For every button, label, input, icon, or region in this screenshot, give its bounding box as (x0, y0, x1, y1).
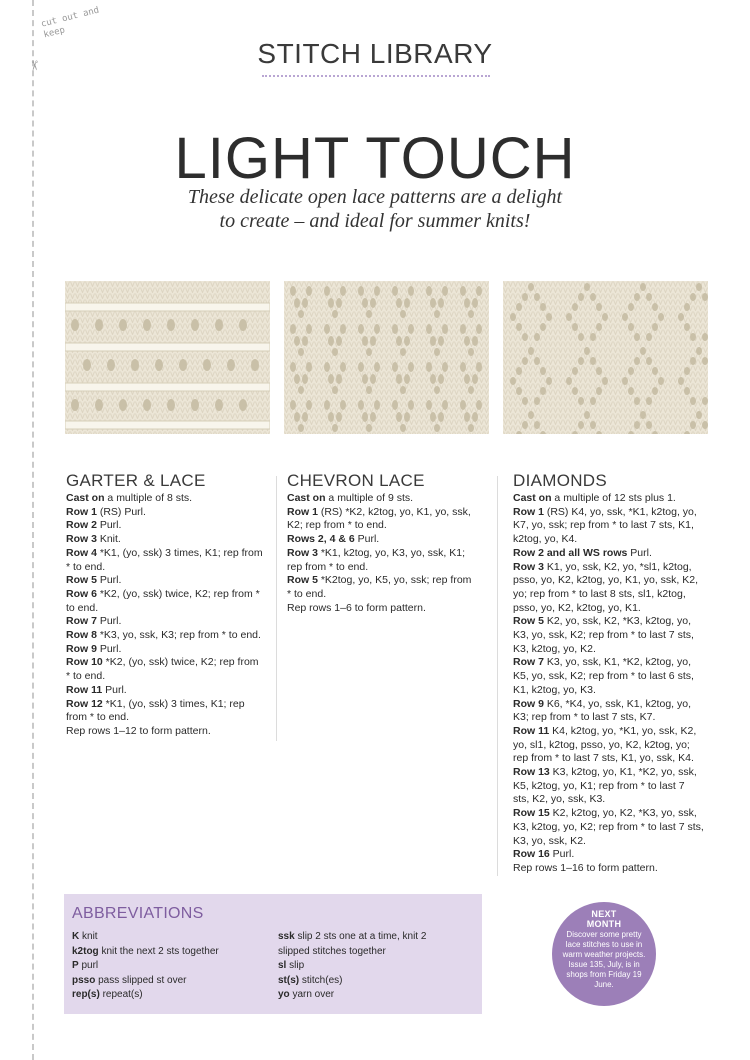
instruction-text: Purl. (627, 546, 652, 559)
instruction-text: from * to end. (66, 711, 130, 724)
instruction-label: Row 9 (66, 642, 97, 655)
instruction-label: Row 3 (513, 560, 544, 573)
instruction-line (72, 988, 272, 1003)
instruction-text: K2, yo, ssk, K2, *K3, k2tog, yo, (543, 615, 691, 628)
instruction-line (513, 670, 713, 684)
page-title: LIGHT TOUCH (174, 126, 576, 191)
instruction-text: Knit. (96, 533, 121, 546)
instruction-label: Row 6 (66, 587, 97, 600)
instruction-label: Row 16 (513, 848, 550, 861)
instruction-text: a multiple of 8 sts. (104, 492, 193, 504)
instruction-line (66, 698, 276, 712)
instruction-label: Row 9 (513, 697, 544, 710)
instruction-text: slip (286, 960, 305, 971)
instruction-line (513, 821, 713, 835)
instruction-text: repeat(s) (99, 989, 143, 1000)
instruction-text: Rep rows 1–12 to form pattern. (66, 724, 211, 737)
instruction-line (66, 574, 276, 588)
instruction-text: k2tog, yo, K4. (513, 533, 578, 546)
instruction-label: Row 15 (513, 807, 550, 820)
instruction-text: slipped stitches together (278, 945, 386, 957)
abbreviations-left-list (72, 930, 272, 1003)
instruction-label: Row 3 (287, 546, 318, 559)
instruction-text: * to end. (66, 560, 106, 573)
instruction-text: Purl. (96, 642, 122, 655)
subtitle-line-2: to create – and ideal for summer knits! (219, 210, 531, 232)
instruction-text: knit (79, 931, 98, 942)
instruction-label: Row 12 (66, 697, 103, 710)
section-title: STITCH LIBRARY (257, 38, 493, 69)
instruction-line (66, 519, 276, 533)
instruction-line (513, 862, 713, 876)
instruction-line (513, 615, 713, 629)
instruction-text: K3, k2tog, yo, K1, *K2, yo, ssk, (549, 766, 697, 779)
instruction-label: P (72, 960, 79, 971)
instruction-text: K3, yo, ssk, K2. (513, 834, 586, 847)
instruction-text: Purl. (96, 519, 122, 532)
next-month-title (552, 910, 656, 929)
column-divider (497, 476, 498, 876)
instruction-line (287, 588, 493, 602)
instruction-text: K5, yo, ssk, K2; rep from * to last 6 sts, (513, 670, 694, 683)
instruction-line (72, 959, 272, 974)
instruction-line (66, 711, 276, 725)
instruction-line (72, 945, 272, 960)
abbreviations-title: ABBREVIATIONS (72, 905, 204, 922)
pattern-column-diamonds (513, 472, 713, 876)
instruction-line (66, 725, 276, 739)
instruction-line (513, 533, 713, 547)
instruction-label: ssk (278, 931, 295, 942)
instruction-text: Rep rows 1–6 to form pattern. (287, 601, 426, 614)
next-month-title-line-2: MONTH (586, 918, 622, 929)
instruction-text: K2; rep from * to end. (287, 519, 387, 532)
instruction-line (278, 959, 478, 974)
instruction-line (66, 615, 276, 629)
instruction-text: a multiple of 9 sts. (325, 492, 414, 504)
instruction-line (287, 574, 493, 588)
instruction-label: Row 1 (287, 505, 318, 518)
column-divider (276, 476, 277, 741)
instruction-line (513, 506, 713, 520)
instruction-text: K5, k2tog, yo, K1; rep from * to last 7 (513, 779, 685, 792)
instruction-text: Rep rows 1–16 to form pattern. (513, 861, 658, 874)
subtitle-line-1: These delicate open lace patterns are a delight (187, 186, 563, 208)
instruction-line (72, 974, 272, 989)
instruction-text: (RS) Purl. (96, 505, 146, 518)
instruction-line (513, 698, 713, 712)
instruction-line (513, 766, 713, 780)
instruction-text: yarn over (289, 989, 335, 1000)
instruction-line (513, 752, 713, 766)
instruction-label: rep(s) (72, 989, 100, 1000)
instruction-line (287, 492, 493, 506)
instruction-label: Row 4 (66, 546, 97, 559)
instruction-line (66, 561, 276, 575)
instruction-text: K3, k2tog, yo, K2; rep from * to last 7 sts, (513, 820, 704, 833)
instruction-line (66, 602, 276, 616)
next-month-title-line-1: NEXT (591, 909, 617, 919)
instruction-text: Purl. (354, 533, 380, 546)
instruction-label: st(s) (278, 974, 300, 986)
instruction-label: Cast on (513, 492, 552, 504)
instruction-line (66, 670, 276, 684)
instruction-line (513, 574, 713, 588)
instruction-line (287, 519, 493, 533)
instruction-text: *K2, (yo, ssk) twice, K2; rep from * (96, 587, 260, 600)
instruction-text: *K2, (yo, ssk) twice, K2; rep from (102, 656, 259, 669)
instruction-label: Cast on (66, 492, 105, 504)
instruction-label: K (72, 931, 80, 942)
instruction-text: psso, yo, K2, k2tog, yo, K1. (513, 601, 641, 614)
instruction-line (66, 629, 276, 643)
instruction-text: K3, yo, ssk, K1, *K2, k2tog, yo, (543, 656, 691, 669)
pattern-instructions (287, 492, 493, 615)
instruction-text: Purl. (96, 615, 122, 628)
instruction-text: *K3, yo, ssk, K3; rep from * to end. (96, 629, 261, 642)
instruction-text: *K2tog, yo, K5, yo, ssk; rep from (317, 574, 472, 587)
instruction-text: to end. (66, 601, 99, 614)
instruction-text: slip 2 sts one at a time, knit 2 (294, 931, 427, 942)
pattern-title: GARTER & LACE (66, 471, 206, 490)
instruction-label: Row 3 (66, 533, 97, 546)
cut-out-note: cut out and keep (40, 5, 101, 41)
header-dotted-rule (262, 75, 490, 77)
next-month-text: Discover some pretty lace stitches to use in warm weather projects. Issue 135, July, is in shops from Friday 19 June. (562, 930, 646, 989)
instruction-label: Row 11 (513, 724, 550, 737)
instruction-text: knit the next 2 sts together (98, 945, 219, 957)
instruction-line (287, 547, 493, 561)
instruction-line (287, 533, 493, 547)
instruction-text: K6, *K4, yo, ssk, K1, k2tog, yo, (543, 697, 691, 710)
instruction-label: k2tog (72, 945, 99, 957)
instruction-text: K2, k2tog, yo, K2, *K3, yo, ssk, (549, 807, 697, 820)
instruction-text: K3; rep from * to last 7 sts, K7. (513, 711, 656, 724)
instruction-line (66, 684, 276, 698)
instruction-text: K7, yo, ssk; rep from * to last 7 sts, K1, (513, 519, 694, 532)
instruction-label: Row 2 (66, 519, 97, 532)
instruction-line (66, 533, 276, 547)
instruction-line (72, 930, 272, 945)
instruction-line (513, 629, 713, 643)
instruction-text: (RS) K4, yo, ssk, *K1, k2tog, yo, (543, 505, 697, 518)
abbreviations-right-list (278, 930, 478, 1003)
instruction-line (513, 835, 713, 849)
instruction-text: *K1, (yo, ssk) 3 times, K1; rep (102, 697, 245, 710)
instruction-line (513, 711, 713, 725)
instruction-line (513, 561, 713, 575)
instruction-text: * to end. (287, 587, 327, 600)
instruction-text: * to end. (66, 670, 106, 683)
instruction-label: Rows 2, 4 & 6 (287, 533, 355, 546)
instruction-text: *K1, (yo, ssk) 3 times, K1; rep from (96, 546, 263, 559)
next-month-badge (552, 902, 656, 1006)
instruction-text: K3, k2tog, yo, K2. (513, 642, 596, 655)
instruction-line (66, 506, 276, 520)
diamonds-swatch-photo (503, 281, 708, 434)
instruction-text: K3, yo, ssk, K2; rep from * to last 7 sts, (513, 629, 694, 642)
instruction-label: Row 13 (513, 766, 550, 779)
pattern-title: DIAMONDS (513, 471, 608, 490)
pattern-title: CHEVRON LACE (287, 471, 425, 490)
instruction-text: rep from * to last 7 sts, K1, yo, ssk, K4. (513, 752, 694, 765)
instruction-label: Row 1 (513, 505, 544, 518)
instruction-label: Row 8 (66, 629, 97, 642)
instruction-text: (RS) *K2, k2tog, yo, K1, yo, ssk, (317, 505, 471, 518)
instruction-line (66, 492, 276, 506)
pattern-instructions (513, 492, 713, 876)
abbreviations-box (64, 894, 482, 1014)
chevron-lace-swatch-photo (284, 281, 489, 434)
instruction-line (278, 988, 478, 1003)
instruction-label: Row 2 and all WS rows (513, 546, 628, 559)
instruction-line (513, 739, 713, 753)
instruction-label: Row 7 (66, 615, 97, 628)
instruction-text: Purl. (96, 574, 122, 587)
scissors-icon: ✂ (25, 60, 41, 71)
instruction-line (66, 588, 276, 602)
pattern-column-chevron-lace (287, 472, 493, 615)
instruction-label: yo (278, 989, 290, 1000)
instruction-line (287, 561, 493, 575)
instruction-text: sts, K2, yo, ssk, K3. (513, 793, 606, 806)
instruction-label: Row 7 (513, 656, 544, 669)
pattern-instructions (66, 492, 276, 739)
instruction-text: K4, k2tog, yo, *K1, yo, ssk, K2, (549, 724, 697, 737)
instruction-line (66, 656, 276, 670)
instruction-line (513, 780, 713, 794)
instruction-label: Row 5 (66, 574, 97, 587)
instruction-text: *K1, k2tog, yo, K3, yo, ssk, K1; (317, 546, 465, 559)
instruction-label: Cast on (287, 492, 326, 504)
pattern-column-garter-lace (66, 472, 276, 739)
instruction-line (513, 848, 713, 862)
instruction-text: rep from * to end. (287, 560, 369, 573)
instruction-line (278, 945, 478, 960)
instruction-line (513, 643, 713, 657)
instruction-line (513, 492, 713, 506)
instruction-line (513, 793, 713, 807)
instruction-line (513, 602, 713, 616)
instruction-text: stitch(es) (299, 974, 343, 986)
instruction-text: psso, yo, K2, k2tog, yo, K1, yo, ssk, K2, (513, 574, 699, 587)
instruction-line (287, 602, 493, 616)
instruction-label: Row 5 (513, 615, 544, 628)
garter-lace-swatch-photo (65, 281, 270, 434)
instruction-text: purl (78, 960, 99, 971)
instruction-line (513, 725, 713, 739)
instruction-line (66, 547, 276, 561)
instruction-label: Row 10 (66, 656, 103, 669)
instruction-text: K1, k2tog, yo, K3. (513, 683, 596, 696)
instruction-text: pass slipped st over (95, 974, 187, 986)
instruction-label: Row 11 (66, 683, 103, 696)
instruction-text: Purl. (549, 848, 575, 861)
instruction-line (513, 519, 713, 533)
page-subtitle (150, 185, 600, 233)
instruction-text: yo; rep from * to last 8 sts, sl1, k2tog, (513, 587, 686, 600)
instruction-line (66, 643, 276, 657)
instruction-label: Row 1 (66, 505, 97, 518)
instruction-text: Purl. (102, 683, 127, 696)
instruction-label: psso (72, 974, 96, 986)
instruction-label: sl (278, 960, 287, 971)
instruction-text: a multiple of 12 sts plus 1. (551, 492, 676, 504)
instruction-line (513, 807, 713, 821)
instruction-line (513, 588, 713, 602)
instruction-text: yo, sl1, k2tog, psso, yo, K2, k2tog, yo; (513, 738, 690, 751)
instruction-line (513, 656, 713, 670)
instruction-text: K1, yo, ssk, K2, yo, *sl1, k2tog, (543, 560, 692, 573)
instruction-line (278, 930, 478, 945)
instruction-line (278, 974, 478, 989)
instruction-line (513, 684, 713, 698)
instruction-label: Row 5 (287, 574, 318, 587)
instruction-line (513, 547, 713, 561)
instruction-line (287, 506, 493, 520)
